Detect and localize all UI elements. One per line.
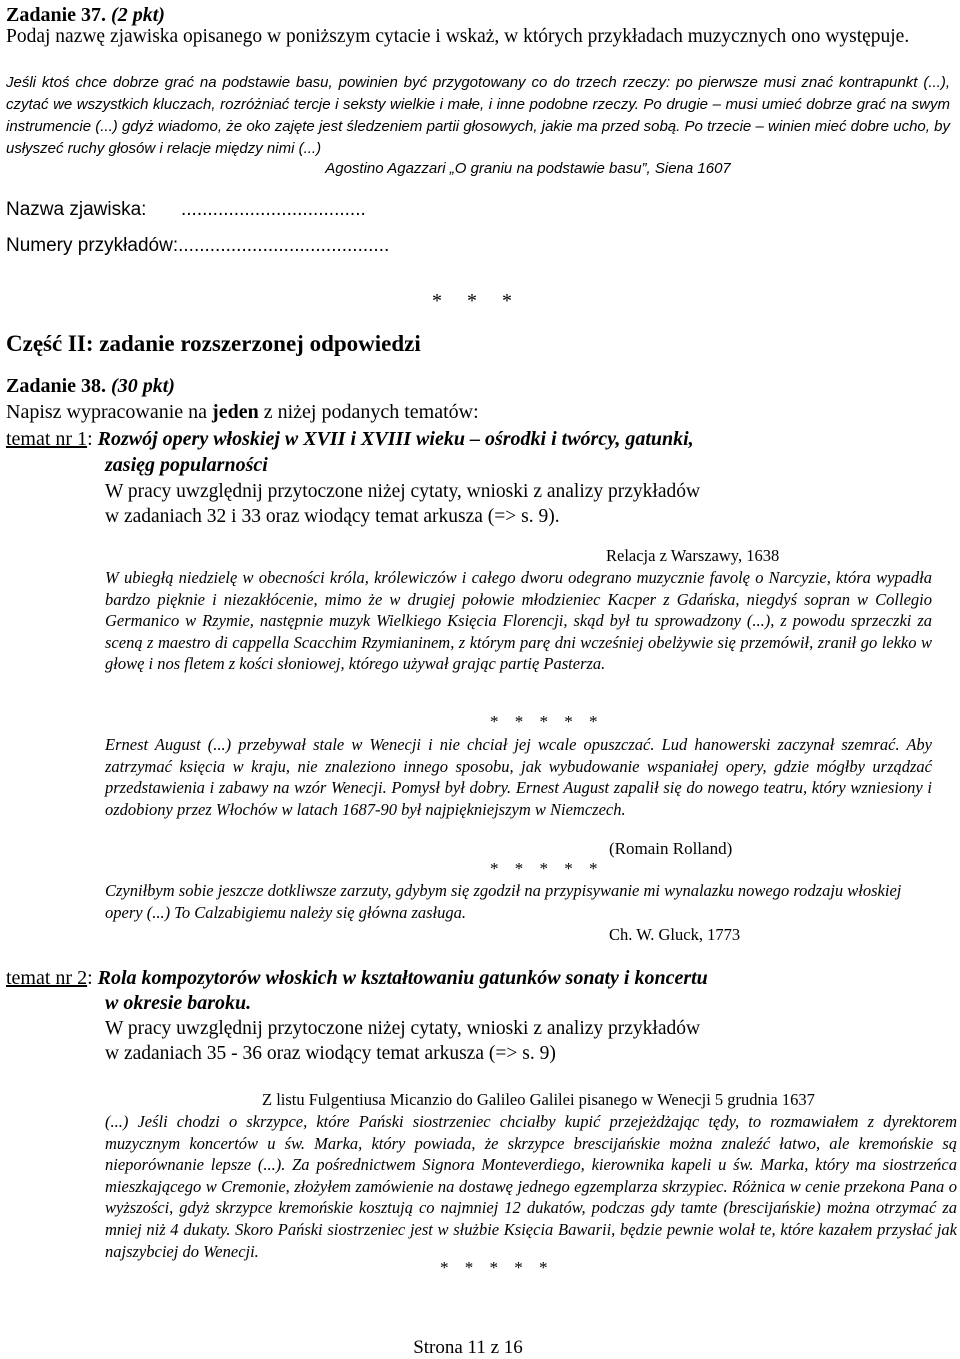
topic2-title-line1: Rola kompozytorów włoskich w kształtowaniu gatunków sonaty i koncertu [97,967,708,989]
page-number: Strona 11 z 16 [413,1337,523,1358]
instruction-bold: jeden [212,401,259,423]
topic1-title-line1: Rozwój opery włoskiej w XVII i XVIII wieku – ośrodki i twórcy, gatunki, [97,428,694,450]
topic1-title-line2: zasięg popularności [105,454,268,476]
task37-points: (2 pkt) [111,4,165,26]
instruction-post: z niżej podanych tematów: [263,401,479,423]
task37-instruction: Podaj nazwę zjawiska opisanego w poniższym cytacie i wskaż, w których przykładach muzycznych ono występuje. [6,26,910,47]
topic1-note-line2: w zadaniach 32 i 33 oraz wiodący temat arkusza (=> s. 9). [105,506,560,527]
q1-text: W ubiegłą niedzielę w obecności króla, królewiczów i całego dworu odegrano muzycznie favolę o Narcyzie, która wypadła bardzo pięknie i niezakłócenie, mimo że w drugiej połowie młodzieniec Kacper z Gdańska, niegdyś sopran w Collegio Germanico w Rzymie, następnie muzyk Wielkiego Księcia Florencji, skąd był tu sprowadzony (...), z powodu sprzeczki za sceną z maestro di cappella Scacchim Rzymianinem, z którym parę dni wcześniej obelżywie się przemówił, zranił go lekko w głowę i nos fletem z kości słoniowej, którego używał grając partię Pasterza. [105,568,932,673]
topic2-title-line2: w okresie baroku. [105,992,252,1014]
topic2-title-row [6,966,708,990]
topic2-note [105,1016,700,1066]
task37-quote: Jeśli ktoś chce dobrze grać na podstawie basu, powinien być przygotowany co do trzech rzeczy: po pierwsze musi znać kontrapunkt (...), czytać we wszystkich kluczach, rozróżniać tercje i seksty wielkie i małe, i inne podobne rzeczy. Po drugie – musi umieć dobrze grać na swym instrumencie (...) gdyż wiadomo, że oko zajęte jest śledzeniem partii głosowych, jakie ma przed sobą. Po trzecie – winien mieć dobre ucho, by usłyszeć ruchy głosów i relacje między nimi (...) [6,74,950,157]
q4-heading: Z listu Fulgentiusa Micanzio do Galileo Galilei pisanego w Wenecji 5 grudnia 1637 [262,1090,815,1109]
topic2-label: temat nr 2 [6,967,88,989]
topic1-label: temat nr 1 [6,428,88,450]
q3-text: Czyniłbym sobie jeszcze dotkliwsze zarzuty, gdybym się zgodził na przypisywanie mi wynalazku nowego rodzaju włoskiej opery (...) To Calzabigiemu należy się główna zasługa. [105,881,902,922]
stars-2: * * * * * [490,859,604,878]
task38-heading [6,374,175,398]
topic1-colon: : [87,428,93,450]
q2-text: Ernest August (...) przebywał stale w Wenecji i nie chciał jej wcale opuszczać. Lud hanowerski zaczynał szemrać. Aby zatrzymać księcia w kraju, nie znaleziono innego sposobu, jak wybudowanie wspaniałej opery, gdzie mógłby urządzać przedstawienia i zabawy na wzór Wenecji. Pomysł był dobry. Ernest August zapalił się do nowego teatru, który wzniesiony i ozdobiony przez Włochów w latach 1687-90 był najpiękniejszym w Niemczech. [105,735,932,819]
task37-title: Zadanie 37. [6,4,107,26]
stars-1: * * * * * [490,712,604,731]
name-label: Nazwa zjawiska: [6,199,147,220]
stars-3: * * * * * [440,1258,554,1277]
task37-numbers-row [6,234,389,258]
task37-separator: * * * [432,290,522,312]
task37-name-row [6,198,366,222]
q3-source: Ch. W. Gluck, 1773 [609,925,741,944]
numbers-label: Numery przykładów: [6,235,179,256]
q1-heading: Relacja z Warszawy, 1638 [606,546,780,565]
part2-heading: Część II: zadanie rozszerzonej odpowiedzi [6,331,421,356]
topic1-note-line1: W pracy uwzględnij przytoczone niżej cytaty, wnioski z analizy przykładów [105,481,701,502]
topic2-note-line1: W pracy uwzględnij przytoczone niżej cytaty, wnioski z analizy przykładów [105,1018,701,1039]
topic1-note [105,479,700,529]
topic2-colon: : [87,967,93,989]
topic1-title-row [6,427,694,451]
numbers-answer-field[interactable]: ........................................ [178,235,390,256]
q4-text: (...) Jeśli chodzi o skrzypce, które Pański siostrzeniec chciałby kupić przejeżdżając tędy, to rozmawiałem z dyrektorem muzycznym koncertów u św. Marka, który powiada, że skrzypce brescijańskie można znaleźć łatwo, ale kremońskie są nieporównanie lepsze (...). Za pośrednictwem Signora Monteverdiego, kierownika kapeli u św. Marka, który ma siostrzeńca mieszkającego w Cremonie, złożyłem zamówienie na dostawę jednego egzemplarza skrzypiec. Różnica w cenie przekona Pana o wyższości, gdyż skrzypce kremońskie kosztują co najmniej 12 dukatów, podczas gdy tamte (brescijańskie) można otrzymać za mniej niż 4 dukaty. Skoro Pański siostrzeniec jest w służbie Księcia Bawarii, będzie pewnie wolał te, które kazałem przysłać jak najszybciej do Wenecji. [105,1112,957,1261]
task38-title: Zadanie 38. [6,375,107,397]
q2-source: (Romain Rolland) [609,839,733,858]
task37-source: Agostino Agazzari „O graniu na podstawie basu”, Siena 1607 [325,160,731,177]
instruction-pre: Napisz wypracowanie na [6,401,208,423]
name-answer-field[interactable]: ................................... [181,199,366,220]
topic2-note-line2: w zadaniach 35 - 36 oraz wiodący temat arkusza (=> s. 9) [105,1043,556,1064]
task38-points: (30 pkt) [111,375,175,397]
task37-heading [6,3,165,27]
task38-instruction [6,400,479,424]
